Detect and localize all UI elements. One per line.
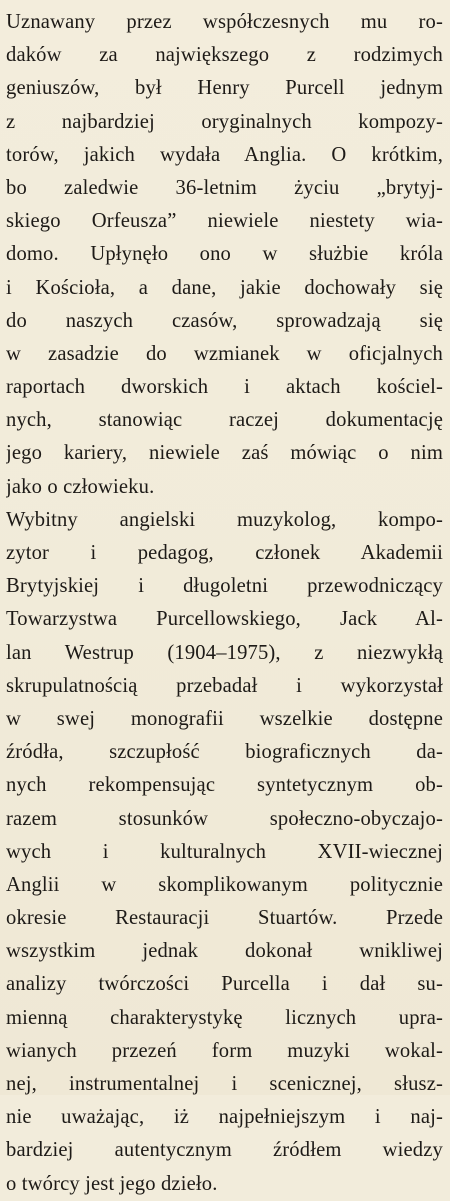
text-line: wych i kulturalnych XVII-wiecznej: [6, 840, 443, 863]
text-line: źródła, szczupłość biograficznych da-: [6, 741, 443, 764]
text-line: okresie Restauracji Stuartów. Przede: [6, 907, 443, 930]
text-line: mienną charakterystykę licznych upra-: [6, 1006, 443, 1029]
text-line: w swej monografii wszelkie dostępne: [6, 707, 443, 730]
text-line: daków za największego z rodzimych: [6, 44, 443, 67]
text-line: nych rekompensując syntetycznym ob-: [6, 774, 443, 797]
text-line: geniuszów, był Henry Purcell jednym: [6, 77, 443, 100]
text-line: nej, instrumentalnej i scenicznej, słusz-: [6, 1073, 443, 1095]
text-line: i Kościoła, a dane, jakie dochowały się: [6, 276, 443, 299]
text-line: lan Westrup (1904–1975), z niezwykłą: [6, 641, 443, 664]
text-line: bo zaledwie 36-letnim życiu „brytyj-: [6, 176, 443, 199]
text-line: o twórcy jest jego dzieło.: [6, 1172, 218, 1195]
text-line: zytor i pedagog, członek Akademii: [6, 542, 443, 564]
text-line: w zasadzie do wzmianek w oficjalnych: [6, 342, 443, 365]
text-line: z najbardziej oryginalnych kompozy-: [6, 110, 443, 133]
text-line: razem stosunków społeczno-obyczajo-: [6, 807, 443, 830]
text-line: Brytyjskiej i długoletni przewodniczący: [6, 575, 443, 598]
text-line: skrupulatnością przebadał i wykorzystał: [6, 674, 443, 697]
text-line: jako o człowieku.: [6, 475, 155, 498]
text-line: Wybitny angielski muzykolog, kompo-: [6, 508, 443, 531]
text-line: do naszych czasów, sprowadzają się: [6, 309, 443, 332]
paragraph-2: [6, 504, 443, 1201]
text-line: nie uważając, iż najpełniejszym i naj-: [6, 1106, 443, 1129]
text-line: Anglii w skomplikowanym politycznie: [6, 873, 443, 896]
text-line: skiego Orfeusza” niewiele niestety wia-: [6, 210, 443, 233]
text-line: domo. Upłynęło ono w służbie króla: [6, 243, 443, 266]
text-line: bardziej autentycznym źródłem wiedzy: [6, 1139, 443, 1162]
text-line: wszystkim jednak dokonał wnikliwej: [6, 940, 443, 963]
text-line: raportach dworskich i aktach kościel-: [6, 376, 443, 399]
text-line: Uznawany przez współczesnych mu ro-: [6, 11, 443, 33]
text-line: torów, jakich wydała Anglia. O krótkim,: [6, 143, 443, 166]
text-line: jego kariery, niewiele zaś mówiąc o nim: [6, 442, 443, 465]
text-line: analizy twórczości Purcella i dał su-: [6, 973, 443, 996]
paragraph-1: [6, 6, 443, 504]
text-line: wianych przezeń form muzyki wokal-: [6, 1039, 443, 1062]
text-line: nych, stanowiąc raczej dokumentację: [6, 409, 443, 432]
text-line: Towarzystwa Purcellowskiego, Jack Al-: [6, 608, 443, 631]
